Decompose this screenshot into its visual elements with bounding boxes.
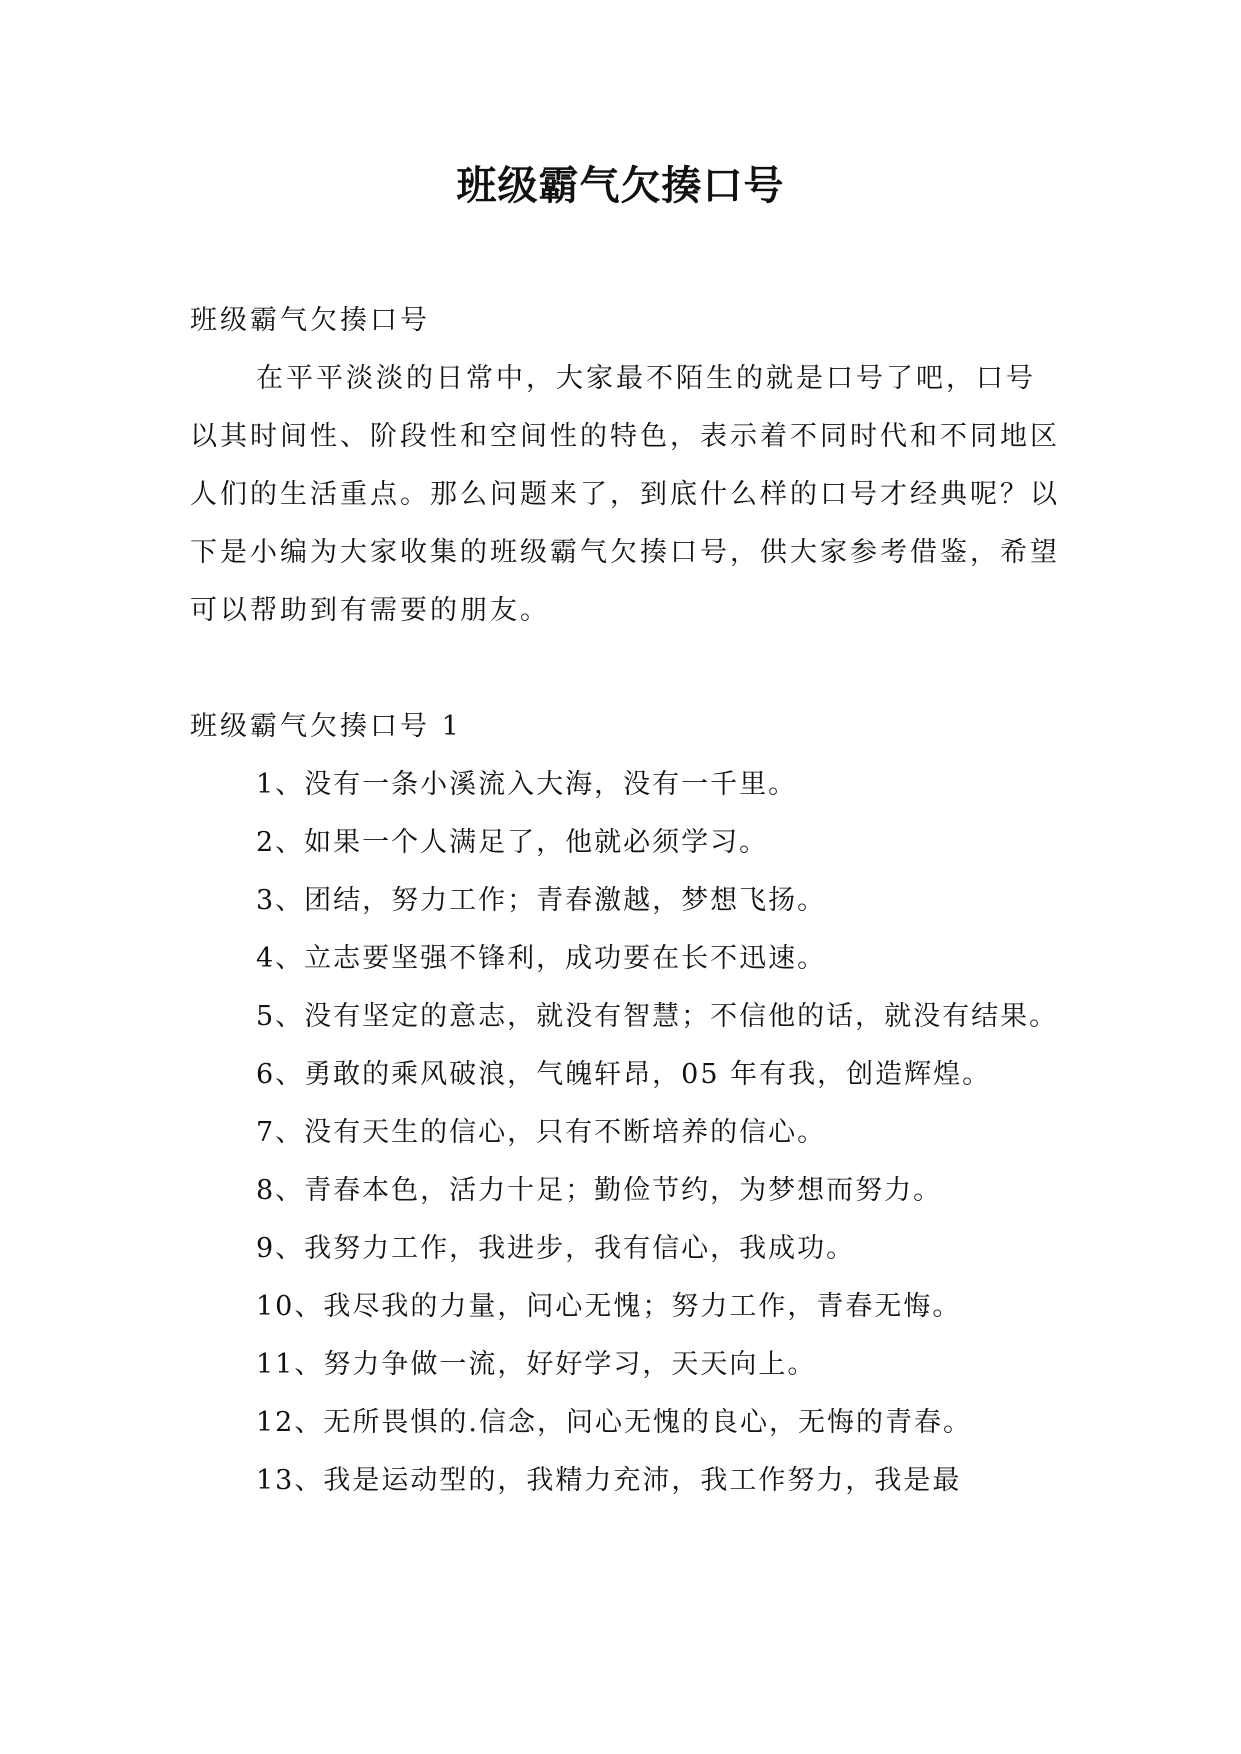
slogan-item: 9、我努力工作，我进步，我有信心，我成功。 — [256, 1233, 856, 1264]
slogan-item: 7、没有天生的信心，只有不断培养的信心。 — [256, 1117, 827, 1148]
slogan-item: 2、如果一个人满足了，他就必须学习。 — [256, 827, 769, 858]
slogan-item: 1、没有一条小溪流入大海，没有一千里。 — [256, 769, 798, 800]
slogan-item: 3、团结，努力工作；青春激越，梦想飞扬。 — [256, 885, 827, 916]
slogan-item: 12、无所畏惧的.信念，问心无愧的良心，无悔的青春。 — [256, 1407, 972, 1438]
slogan-item: 5、没有坚定的意志，就没有智慧；不信他的话，就没有结果。 — [256, 1001, 1059, 1032]
slogan-item: 4、立志要坚强不锋利，成功要在长不迅速。 — [256, 943, 827, 974]
document-subtitle: 班级霸气欠揍口号 — [190, 305, 430, 336]
slogan-item: 13、我是运动型的，我精力充沛，我工作努力，我是最 — [256, 1465, 962, 1496]
slogan-item: 8、青春本色，活力十足；勤俭节约，为梦想而努力。 — [256, 1175, 943, 1206]
slogan-item: 6、勇敢的乘风破浪，气魄轩昂，05 年有我，创造辉煌。 — [256, 1059, 992, 1090]
slogan-list — [190, 756, 1059, 1510]
slogan-item: 10、我尽我的力量，问心无愧；努力工作，青春无悔。 — [256, 1291, 962, 1322]
section-spacer — [190, 640, 1051, 698]
intro-paragraph: 在平平淡淡的日常中，大家最不陌生的就是口号了吧，口号以其时间性、阶段性和空间性的特色，表示着不同时代和不同地区人们的生活重点。那么问题来了，到底什么样的口号才经典呢？以下是小编为大家收集的班级霸气欠揍口号，供大家参考借鉴，希望可以帮助到有需要的朋友。 — [190, 363, 1060, 626]
slogan-item: 11、努力争做一流，好好学习，天天向上。 — [256, 1349, 817, 1380]
document-title: 班级霸气欠揍口号 — [456, 162, 785, 209]
section-heading: 班级霸气欠揍口号 1 — [190, 711, 462, 742]
